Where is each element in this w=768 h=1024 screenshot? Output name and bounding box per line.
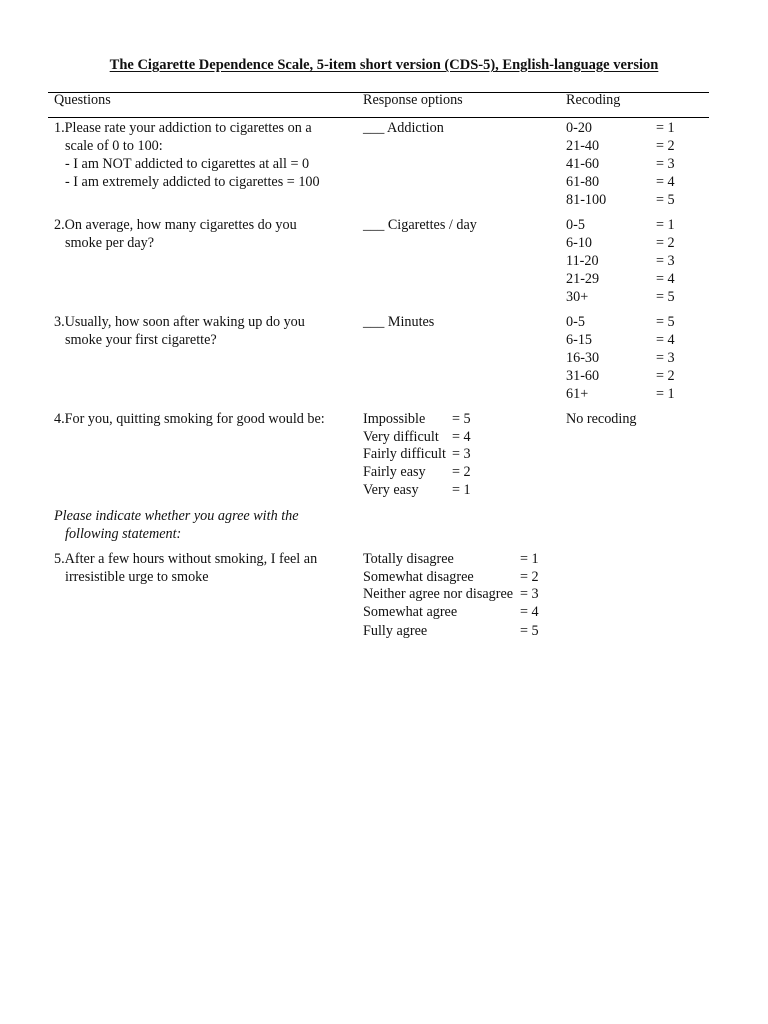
header-questions: Questions [54, 92, 111, 108]
option-value: = 3 [520, 586, 539, 602]
recode-range: 16-30 [566, 350, 600, 366]
question-1-line: 1.Please rate your addiction to cigarettes on a [54, 120, 312, 136]
recode-value: = 4 [656, 174, 675, 190]
document-title: The Cigarette Dependence Scale, 5-item short version (CDS-5), English-language version [109, 57, 659, 73]
recode-value: = 1 [656, 217, 675, 233]
recode-range: 21-40 [566, 138, 600, 154]
question-2-line: smoke per day? [65, 235, 155, 251]
recode-value: = 5 [656, 314, 675, 330]
question-3-line: 3.Usually, how soon after waking up do you [54, 314, 305, 330]
instruction-line: Please indicate whether you agree with the [54, 508, 299, 524]
recode-range: 0-20 [566, 120, 593, 136]
question-1-response: ___ Addiction [363, 120, 444, 136]
option-label: Fairly easy [363, 464, 426, 480]
option-value: = 2 [452, 464, 471, 480]
option-value: = 1 [452, 482, 471, 498]
recode-value: = 2 [656, 368, 675, 384]
recode-value: = 2 [656, 138, 675, 154]
recode-range: 31-60 [566, 368, 600, 384]
recode-value: = 4 [656, 271, 675, 287]
recode-range: 61-80 [566, 174, 600, 190]
option-label: Somewhat disagree [363, 569, 474, 585]
header-recoding: Recoding [566, 92, 621, 108]
option-label: Impossible [363, 411, 426, 427]
option-label: Somewhat agree [363, 604, 458, 620]
question-4-line: 4.For you, quitting smoking for good would be: [54, 411, 325, 427]
recode-value: = 3 [656, 253, 675, 269]
recode-value: = 3 [656, 156, 675, 172]
question-1-line: - I am extremely addicted to cigarettes = 100 [65, 174, 320, 190]
recode-value: = 1 [656, 120, 675, 136]
question-1-line: scale of 0 to 100: [65, 138, 163, 154]
question-5-line: 5.After a few hours without smoking, I feel an [54, 551, 318, 567]
option-label: Neither agree nor disagree [363, 586, 514, 602]
option-value: = 5 [520, 623, 539, 639]
question-3-response: ___ Minutes [363, 314, 435, 330]
instruction-line: following statement: [65, 526, 182, 542]
option-label: Fully agree [363, 623, 428, 639]
header-response-options: Response options [363, 92, 463, 108]
recode-range: 41-60 [566, 156, 600, 172]
recode-range: 6-15 [566, 332, 593, 348]
question-2-line: 2.On average, how many cigarettes do you [54, 217, 297, 233]
option-value: = 5 [452, 411, 471, 427]
recode-value: = 5 [656, 192, 675, 208]
option-label: Fairly difficult [363, 446, 446, 462]
no-recoding-note: No recoding [566, 411, 637, 427]
recode-value: = 5 [656, 289, 675, 305]
recode-range: 11-20 [566, 253, 599, 269]
option-value: = 1 [520, 551, 539, 567]
recode-value: = 3 [656, 350, 675, 366]
header-bottom-rule [48, 117, 709, 118]
option-value: = 3 [452, 446, 471, 462]
recode-range: 81-100 [566, 192, 607, 208]
option-label: Totally disagree [363, 551, 454, 567]
recode-range: 6-10 [566, 235, 593, 251]
question-5-line: irresistible urge to smoke [65, 569, 209, 585]
recode-value: = 4 [656, 332, 675, 348]
recode-range: 0-5 [566, 217, 585, 233]
recode-range: 0-5 [566, 314, 585, 330]
option-value: = 4 [520, 604, 539, 620]
recode-range: 61+ [566, 386, 589, 402]
recode-value: = 1 [656, 386, 675, 402]
option-label: Very difficult [363, 429, 439, 445]
question-2-response: ___ Cigarettes / day [363, 217, 477, 233]
option-label: Very easy [363, 482, 419, 498]
question-3-line: smoke your first cigarette? [65, 332, 217, 348]
option-value: = 4 [452, 429, 471, 445]
option-value: = 2 [520, 569, 539, 585]
question-1-line: - I am NOT addicted to cigarettes at all = 0 [65, 156, 310, 172]
recode-value: = 2 [656, 235, 675, 251]
recode-range: 21-29 [566, 271, 600, 287]
recode-range: 30+ [566, 289, 589, 305]
